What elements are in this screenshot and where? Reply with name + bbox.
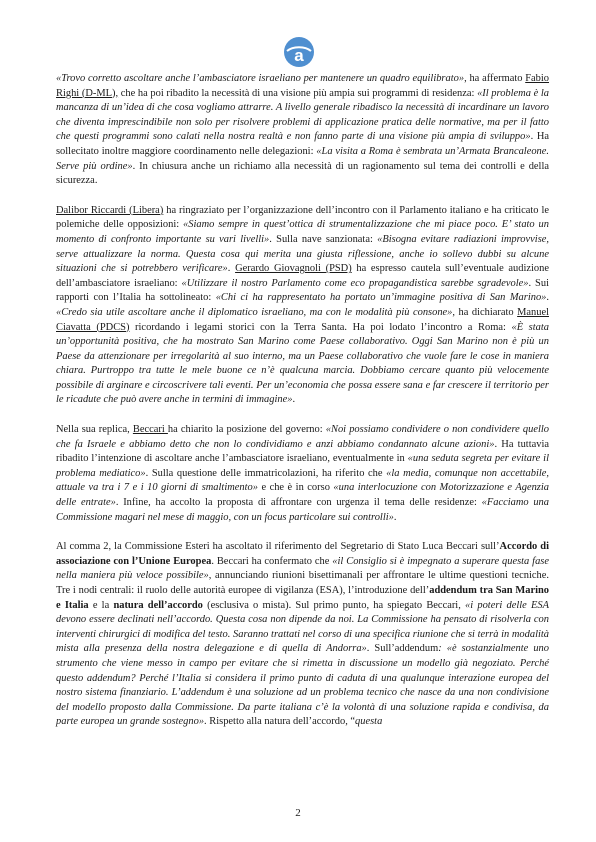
body-text: . Sull’addendum [366, 643, 439, 655]
speaker-name: Beccari [132, 424, 168, 436]
body-text: . Infine, ha accolto la proposta di affrontare con urgenza il tema delle residenze: [115, 497, 482, 509]
paragraph [56, 204, 549, 408]
paragraph [56, 72, 549, 189]
quote-text: «La visita a Roma è sembrata un’Armata Brancaleone. Serve più ordine» [56, 145, 550, 172]
quote-text: questa [355, 716, 383, 728]
body-text: e la [88, 599, 114, 611]
bold-text: Accordo di associazione con l’Unione Europea [56, 541, 549, 567]
quote-text: «Utilizzare il nostro Parlamento come eco propagandistica sarebbe sgradevole» [181, 277, 529, 289]
paragraph [56, 423, 549, 525]
quote-text: «i poteri delle ESA devono essere declinati nell’accordo. Questa cosa non dipende da noi. La Commissione ha pensato di risolverla con interventi chirurgici di modifica del testo. Saranno trattati nel corso di una specifica riunione che si terrà in modalità mista alla presenza della nostra delegazione e di quella di Andorra» [56, 599, 549, 655]
body-text: che ha poi ribadito la necessità di una visione più ampia sui programmi di residenza: [118, 87, 478, 99]
body-text: ha espresso cautela sull’eventuale audizione dell’ambasciatore israeliano: [56, 263, 549, 289]
body-text: ha ringraziato per l’organizzazione dell’incontro con il Parlamento italiano e ha criticato le polemiche delle opposizioni: [56, 204, 549, 231]
body-text: Al comma 2, la Commissione Esteri ha ascoltato il riferimento del Segretario di Stato Luca Beccari sull’ [56, 541, 500, 553]
body-text: . Sulla nave sanzionata: [269, 233, 378, 245]
quote-text: «Siamo sempre in quest’ottica di strumentalizzazione che mi piace poco. E’ stato un momento di confronto importante su vari livelli» [56, 219, 549, 245]
speaker-name: Fabio Righi (D-ML), [56, 73, 549, 99]
paragraph [56, 540, 549, 730]
logo [283, 36, 315, 68]
quote-text: «Chi ci ha rappresentato ha portato un’immagine positiva di San Marino» [215, 292, 547, 304]
body-text: . [393, 511, 397, 523]
body-text: , ha affermato [464, 73, 526, 84]
body-text: . [546, 292, 549, 304]
quote-text: : «è sostanzialmente uno strumento che viene messo in campo per evitare che si rimetta in discussione un modello già negoziato. Perché questo addendum? Perché l’Italia si considera il primo punto di caduta di una qualunque interazione europea del nostro sistema finanziario. L’addendum è una soluzione ad un problema tecnico che nasce da una non condivisione del modello proposto dalla Commissione. Da parte italiana c’è la volontà di una soluzione rapida e condivisa, da parte europea un grande sostegno» [56, 643, 549, 728]
bold-text: natura dell’accordo [113, 599, 203, 611]
body-text: . [227, 263, 236, 275]
bold-text: addendum tra San Marino e Italia [56, 585, 549, 611]
quote-text: «la media, comunque non accettabile, attuale va tra i 7 e i 10 giorni di smaltimento» [56, 467, 550, 494]
body-text: . In chiusura anche un richiamo alla necessità di un ragionamento sul tema dei controlli e della sicurezza. [56, 160, 549, 187]
page-number: 2 [295, 807, 301, 819]
body-text: . Rispetto alla natura dell’accordo, “ [204, 716, 356, 728]
quote-text: «Credo sia utile ascoltare anche il diplomatico israeliano, ma con le modalità più consone» [56, 306, 453, 318]
body-text: (esclusiva o mista). Sul primo punto, ha spiegato Beccari, [202, 599, 466, 611]
body-text: , annunciando riunioni bisettimanali per affrontare le ultime questioni tecniche. Tre i nodi centrali: il ruolo delle autorità europee di vigilanza (ESA), l’introduzione dell’ [56, 570, 549, 596]
quote-text: «una seduta segreta per evitare il problema mediatico» [56, 453, 549, 479]
body-text: . Ha tuttavia ribadito l’intenzione di ascoltare anche l’ambasciatore israeliano, eventualmente in [56, 438, 549, 465]
body-text: ha chiarito la posizione del governo: [167, 424, 326, 436]
quote-text: «una interlocuzione con Motorizzazione e Agenzia delle entrate» [56, 482, 549, 509]
quote-text: «È stata un’opportunità positiva, che ha mostrato San Marino come Paese collaborativo. Oggi San Marino non è più un Paese da attenzionare per irregolarità al suo interno, ma un Paese collaborativo che vuole fare le cose in maniera chiara. Purtroppo tra tutte le mele buone ce n’è qualcuna marcia. Dobbiamo cercare quanto più velocemente possibile di arginare e circoscrivere tali eventi. Per un’economia che possa essere sana e far crescere il territorio per le ricadute che può avere anche in termini di immagine» [56, 321, 549, 406]
speaker-name: Manuel Ciavatta (PDCS) [56, 306, 549, 333]
article-body [56, 72, 549, 730]
svg-text:a: a [294, 46, 304, 65]
body-text: . Sui rapporti con l’Italia ha sottolineato: [56, 277, 549, 304]
body-text: e che è in corso [257, 482, 334, 494]
body-text: , ha dichiarato [452, 306, 518, 318]
speaker-name: Dalibor Riccardi (Libera) [56, 204, 164, 216]
quote-text: «Bisogna evitare radiazioni improvvise, serve attualizzare la norma. Questa cosa qui merita una giusta riflessione, anche io sollevo dubbi su alcune situazioni che si potrebbero verificare» [56, 233, 550, 275]
body-text: . Ha sollecitato inoltre maggiore coordinamento nelle delegazioni: [56, 131, 550, 157]
body-text: Nella sua replica, [56, 424, 133, 436]
speaker-name: Gerardo Giovagnoli (PSD) [235, 263, 352, 275]
quote-text: «Il problema è la mancanza di un’idea di che cosa vogliamo attrarre. A livello generale ribadisco la necessità di incardinare un lavoro che diventa imprescindibile non solo per risolvere problemi di applicazione pratica delle normative, ma per il fatto che questi programmi sono calati nella nostra realtà e non fanno parte di una visione più ampia di sviluppo» [56, 87, 549, 143]
logo-icon [283, 36, 315, 68]
quote-text: «Trovo corretto ascoltare anche l’ambasciatore israeliano per mantenere un quadro equilibrato» [56, 73, 465, 84]
quote-text: «il Consiglio si è impegnato a superare questa fase nella maniera più veloce possibile» [56, 555, 549, 582]
body-text: ricordando i legami storici con la Terra Santa. Ha poi lodato l’incontro a Roma: [129, 321, 512, 333]
body-text: . [292, 394, 296, 406]
body-text: . Sulla questione delle immatricolazioni, ha riferito che [145, 467, 387, 479]
quote-text: «Facciamo una Commissione magari nel mese di maggio, con un focus particolare sui controlli» [56, 497, 549, 523]
body-text: . Beccari ha confermato che [211, 555, 333, 567]
quote-text: «Noi possiamo condividere o non condividere quello che fa Israele e abbiamo detto che non lo condividiamo e anzi abbiamo condannato alcune azioni» [56, 424, 549, 450]
